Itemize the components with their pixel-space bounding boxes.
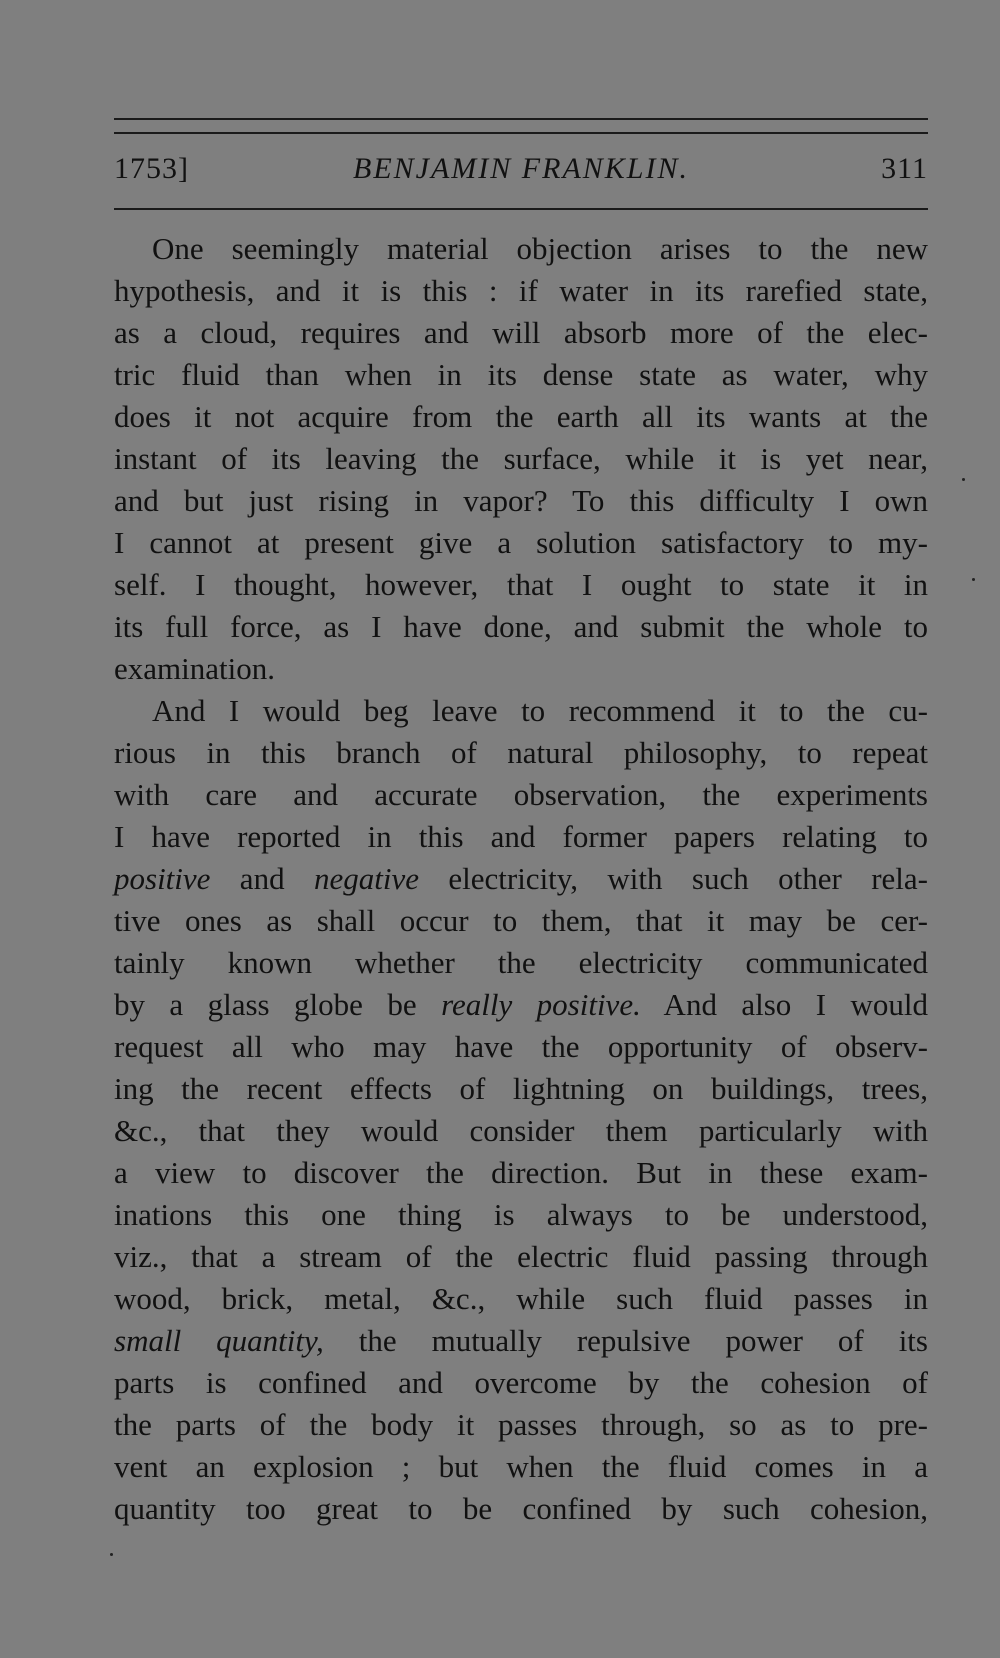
- text-run: inations this one thing is always to be understood,: [114, 1197, 928, 1232]
- text-line: [114, 480, 928, 522]
- text-line: [114, 438, 928, 480]
- top-rule: [114, 118, 928, 120]
- text-line: [114, 774, 928, 816]
- text-run: its full force, as I have done, and submit the whole to: [114, 609, 928, 644]
- text-run: tainly known whether the electricity communicated: [114, 945, 928, 980]
- text-line: [114, 1320, 928, 1362]
- text-line: [114, 312, 928, 354]
- running-head-year: 1753]: [114, 152, 189, 185]
- text-run: and but just rising in vapor? To this difficulty I own: [114, 483, 928, 518]
- text-run: instant of its leaving the surface, while it is yet near,: [114, 441, 928, 476]
- text-run: One seemingly material objection arises to the new: [152, 231, 928, 266]
- text-line: [114, 942, 928, 984]
- text-line: [114, 228, 928, 270]
- text-line: [114, 816, 928, 858]
- text-run: the parts of the body it passes through, so as to pre-: [114, 1407, 928, 1442]
- text-run: as a cloud, requires and will absorb more of the elec-: [114, 315, 928, 350]
- ink-speck: [962, 478, 965, 481]
- text-run: parts is confined and overcome by the cohesion of: [114, 1365, 928, 1400]
- text-line: [114, 396, 928, 438]
- text-line: [114, 984, 928, 1026]
- text-run: by a glass globe be: [114, 987, 442, 1022]
- text-line: [114, 732, 928, 774]
- text-line: [114, 606, 928, 648]
- running-head: [114, 152, 928, 196]
- ink-speck: [972, 578, 975, 581]
- text-run: And also I would: [640, 987, 928, 1022]
- text-run: does it not acquire from the earth all its wants at the: [114, 399, 928, 434]
- text-line: [114, 564, 928, 606]
- text-line: [114, 1110, 928, 1152]
- text-line: [114, 1446, 928, 1488]
- text-line: [114, 1362, 928, 1404]
- text-line: [114, 522, 928, 564]
- text-run: &c., that they would consider them particularly with: [114, 1113, 928, 1148]
- text-line: [114, 858, 928, 900]
- text-run: electricity, with such other rela-: [418, 861, 928, 896]
- text-run: And I would beg leave to recommend it to the cu-: [152, 693, 928, 728]
- italic-run: positive: [114, 861, 211, 896]
- text-run: tric fluid than when in its dense state as water, why: [114, 357, 928, 392]
- page-number: 311: [881, 152, 928, 185]
- italic-run: negative: [313, 861, 419, 896]
- text-line: [114, 648, 928, 690]
- text-line: [114, 1278, 928, 1320]
- text-run: and: [210, 861, 314, 896]
- text-run: vent an explosion ; but when the fluid comes in a: [114, 1449, 928, 1484]
- text-run: I have reported in this and former papers relating to: [114, 819, 928, 854]
- text-line: [114, 1194, 928, 1236]
- text-line: [114, 1404, 928, 1446]
- text-run: self. I thought, however, that I ought to state it in: [114, 567, 928, 602]
- text-line: [114, 270, 928, 312]
- text-line: [114, 1026, 928, 1068]
- italic-run: small quantity,: [114, 1323, 324, 1358]
- text-run: request all who may have the opportunity of observ-: [114, 1029, 928, 1064]
- text-line: [114, 1152, 928, 1194]
- text-run: tive ones as shall occur to them, that it may be cer-: [114, 903, 928, 938]
- text-line: [114, 1068, 928, 1110]
- text-run: with care and accurate observation, the experiments: [114, 777, 928, 812]
- text-run: I cannot at present give a solution satisfactory to my-: [114, 525, 928, 560]
- text-run: wood, brick, metal, &c., while such fluid passes in: [114, 1281, 928, 1316]
- text-run: hypothesis, and it is this : if water in its rarefied state,: [114, 273, 928, 308]
- top-rule-inner: [114, 132, 928, 134]
- body-text: [114, 228, 928, 1530]
- text-run: viz., that a stream of the electric fluid passing through: [114, 1239, 928, 1274]
- ink-speck: [110, 1553, 113, 1556]
- text-line: [114, 354, 928, 396]
- text-run: examination.: [114, 651, 275, 686]
- text-run: ing the recent effects of lightning on buildings, trees,: [114, 1071, 928, 1106]
- text-run: the mutually repulsive power of its: [323, 1323, 928, 1358]
- italic-run: really positive.: [441, 987, 641, 1022]
- text-line: [114, 1488, 928, 1530]
- text-run: rious in this branch of natural philosophy, to repeat: [114, 735, 928, 770]
- text-run: a view to discover the direction. But in these exam-: [114, 1155, 928, 1190]
- text-line: [114, 1236, 928, 1278]
- running-head-title: BENJAMIN FRANKLIN.: [353, 152, 689, 185]
- text-run: quantity too great to be confined by such cohesion,: [114, 1491, 928, 1526]
- text-line: [114, 900, 928, 942]
- text-line: [114, 690, 928, 732]
- header-rule: [114, 208, 928, 210]
